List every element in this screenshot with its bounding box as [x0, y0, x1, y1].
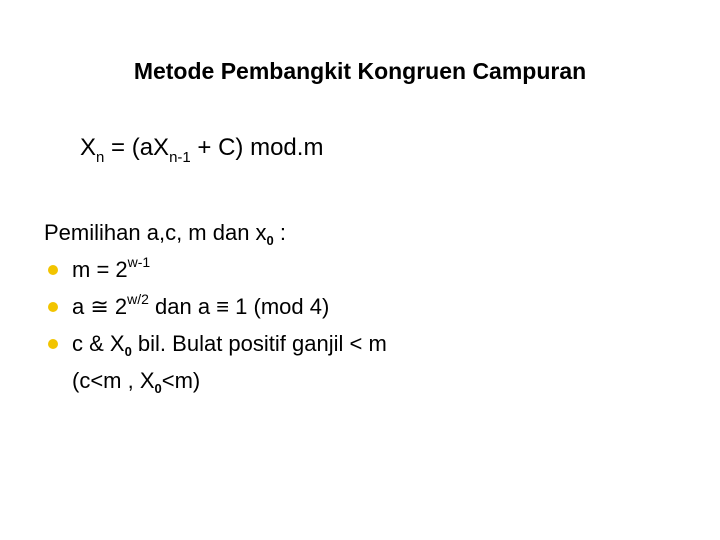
list-item — [44, 254, 387, 294]
slide-title: Metode Pembangkit Kongruen Campuran — [133, 58, 587, 84]
item-subscript: 0 — [154, 381, 162, 396]
formula-subscript: n — [96, 149, 105, 166]
intro-text: Pemilihan a,c, m dan x — [44, 220, 267, 245]
item-superscript: w-1 — [127, 254, 151, 270]
continuation-line — [44, 368, 387, 405]
intro-line — [44, 220, 387, 257]
item-text: a ≅ 2 — [72, 294, 128, 319]
item-text: (c<m , X — [72, 368, 155, 393]
intro-tail: : — [273, 220, 287, 245]
list-item — [44, 291, 387, 331]
bullet-icon — [48, 339, 58, 349]
body-text — [44, 220, 387, 405]
item-subscript: 0 — [124, 344, 132, 359]
item-text: c & X — [72, 331, 125, 356]
formula-part: X — [80, 134, 97, 161]
item-text: <m) — [161, 368, 201, 393]
item-text: m = 2 — [72, 257, 128, 282]
item-text: bil. Bulat positif ganjil < m — [131, 331, 387, 356]
formula-subscript: n-1 — [169, 149, 191, 166]
formula-part: + C) mod.m — [190, 134, 324, 161]
item-superscript: w/2 — [127, 291, 149, 307]
bullet-icon — [48, 302, 58, 312]
intro-subscript: 0 — [266, 233, 274, 248]
item-text: dan a ≡ 1 (mod 4) — [148, 294, 330, 319]
bullet-icon — [48, 265, 58, 275]
lcg-formula — [80, 134, 324, 166]
formula-part: = (aX — [104, 134, 170, 161]
list-item — [44, 331, 387, 368]
